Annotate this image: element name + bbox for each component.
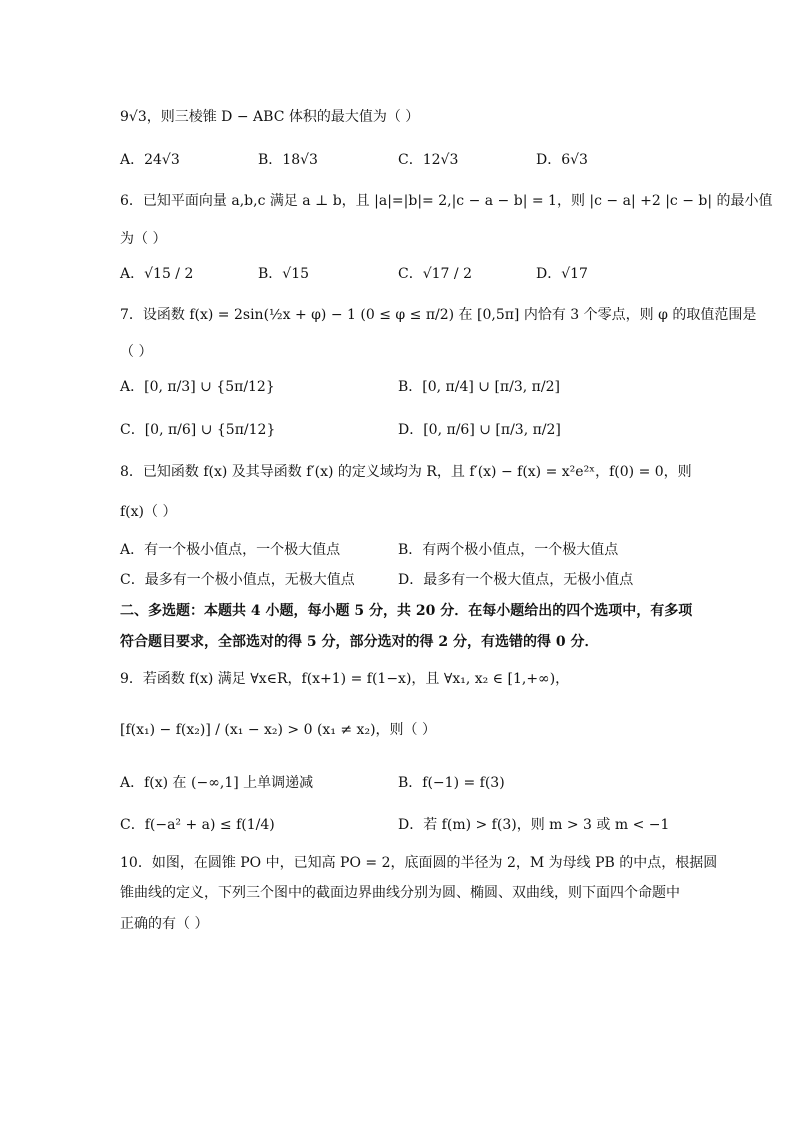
q7-option-b: B．[0, π/4] ∪ [π/3, π/2] [398,379,560,395]
q10-stem: 10．如图，在圆锥 PO 中，已知高 PO = 2，底面圆的半径为 2，M 为母线 PB 的中点，根据圆 [120,855,718,871]
q6-option-a: A．√15 / 2 [120,266,194,282]
q8-option-d: D．最多有一个极大值点，无极小值点 [398,572,634,588]
q9-stem-cont: [f(x₁) − f(x₂)] / (x₁ − x₂) > 0 (x₁ ≠ x₂)，则（ ） [120,722,436,738]
q8-stem-cont: f(x)（ ） [120,504,177,520]
q5-option-b: B．18√3 [258,152,318,168]
q7-option-d: D．[0, π/6] ∪ [π/3, π/2] [398,422,561,438]
q8-stem: 8．已知函数 f(x) 及其导函数 f′(x) 的定义域均为 R，且 f′(x) − f(x) = x²e²ˣ，f(0) = 0，则 [120,464,692,480]
q6-option-b: B．√15 [258,266,310,282]
q9-option-d: D．若 f(m) > f(3)，则 m > 3 或 m < −1 [398,817,670,833]
q5-option-d: D．6√3 [536,152,588,168]
section-heading-cont: 符合题目要求，全部选对的得 5 分，部分选对的得 2 分，有选错的得 0 分． [120,634,599,650]
q6-stem-cont: 为（ ） [120,231,167,247]
q6-stem: 6．已知平面向量 a,b,c 满足 a ⊥ b，且 |a|=|b|= 2,|c − a − b| = 1，则 |c − a| +2 |c − b| 的最小值 [120,193,773,209]
q5-stem-tail: 9√3，则三棱锥 D − ABC 体积的最大值为（ ） [120,109,420,125]
q8-option-b: B．有两个极小值点，一个极大值点 [398,542,619,558]
q8-option-a: A．有一个极小值点，一个极大值点 [120,542,341,558]
q10-stem-cont-1: 锥曲线的定义，下列三个图中的截面边界曲线分别为圆、椭圆、双曲线，则下面四个命题中 [120,885,680,901]
q9-option-b: B．f(−1) = f(3) [398,775,505,791]
q7-stem: 7．设函数 f(x) = 2sin(½x + φ) − 1 (0 ≤ φ ≤ π/2) 在 [0,5π] 内恰有 3 个零点，则 φ 的取值范围是 [120,307,757,323]
q7-stem-cont: （ ） [120,344,153,360]
q10-stem-cont-2: 正确的有（ ） [120,916,209,932]
q6-option-c: C．√17 / 2 [398,266,472,282]
q5-option-a: A．24√3 [120,152,180,168]
q9-option-a: A．f(x) 在 (−∞,1] 上单调递减 [120,775,314,791]
q7-option-c: C．[0, π/6] ∪ {5π/12} [120,422,276,438]
q9-stem: 9．若函数 f(x) 满足 ∀x∈R，f(x+1) = f(1−x)，且 ∀x₁, x₂ ∈ [1,+∞)， [120,671,570,687]
section-heading: 二、多选题：本题共 4 小题，每小题 5 分，共 20 分．在每小题给出的四个选项中，有多项 [120,603,693,619]
q5-option-c: C．12√3 [398,152,459,168]
q7-option-a: A．[0, π/3] ∪ {5π/12} [120,379,275,395]
q8-option-c: C．最多有一个极小值点，无极大值点 [120,572,355,588]
q6-option-d: D．√17 [536,266,588,282]
q9-option-c: C．f(−a² + a) ≤ f(1/4) [120,817,275,833]
